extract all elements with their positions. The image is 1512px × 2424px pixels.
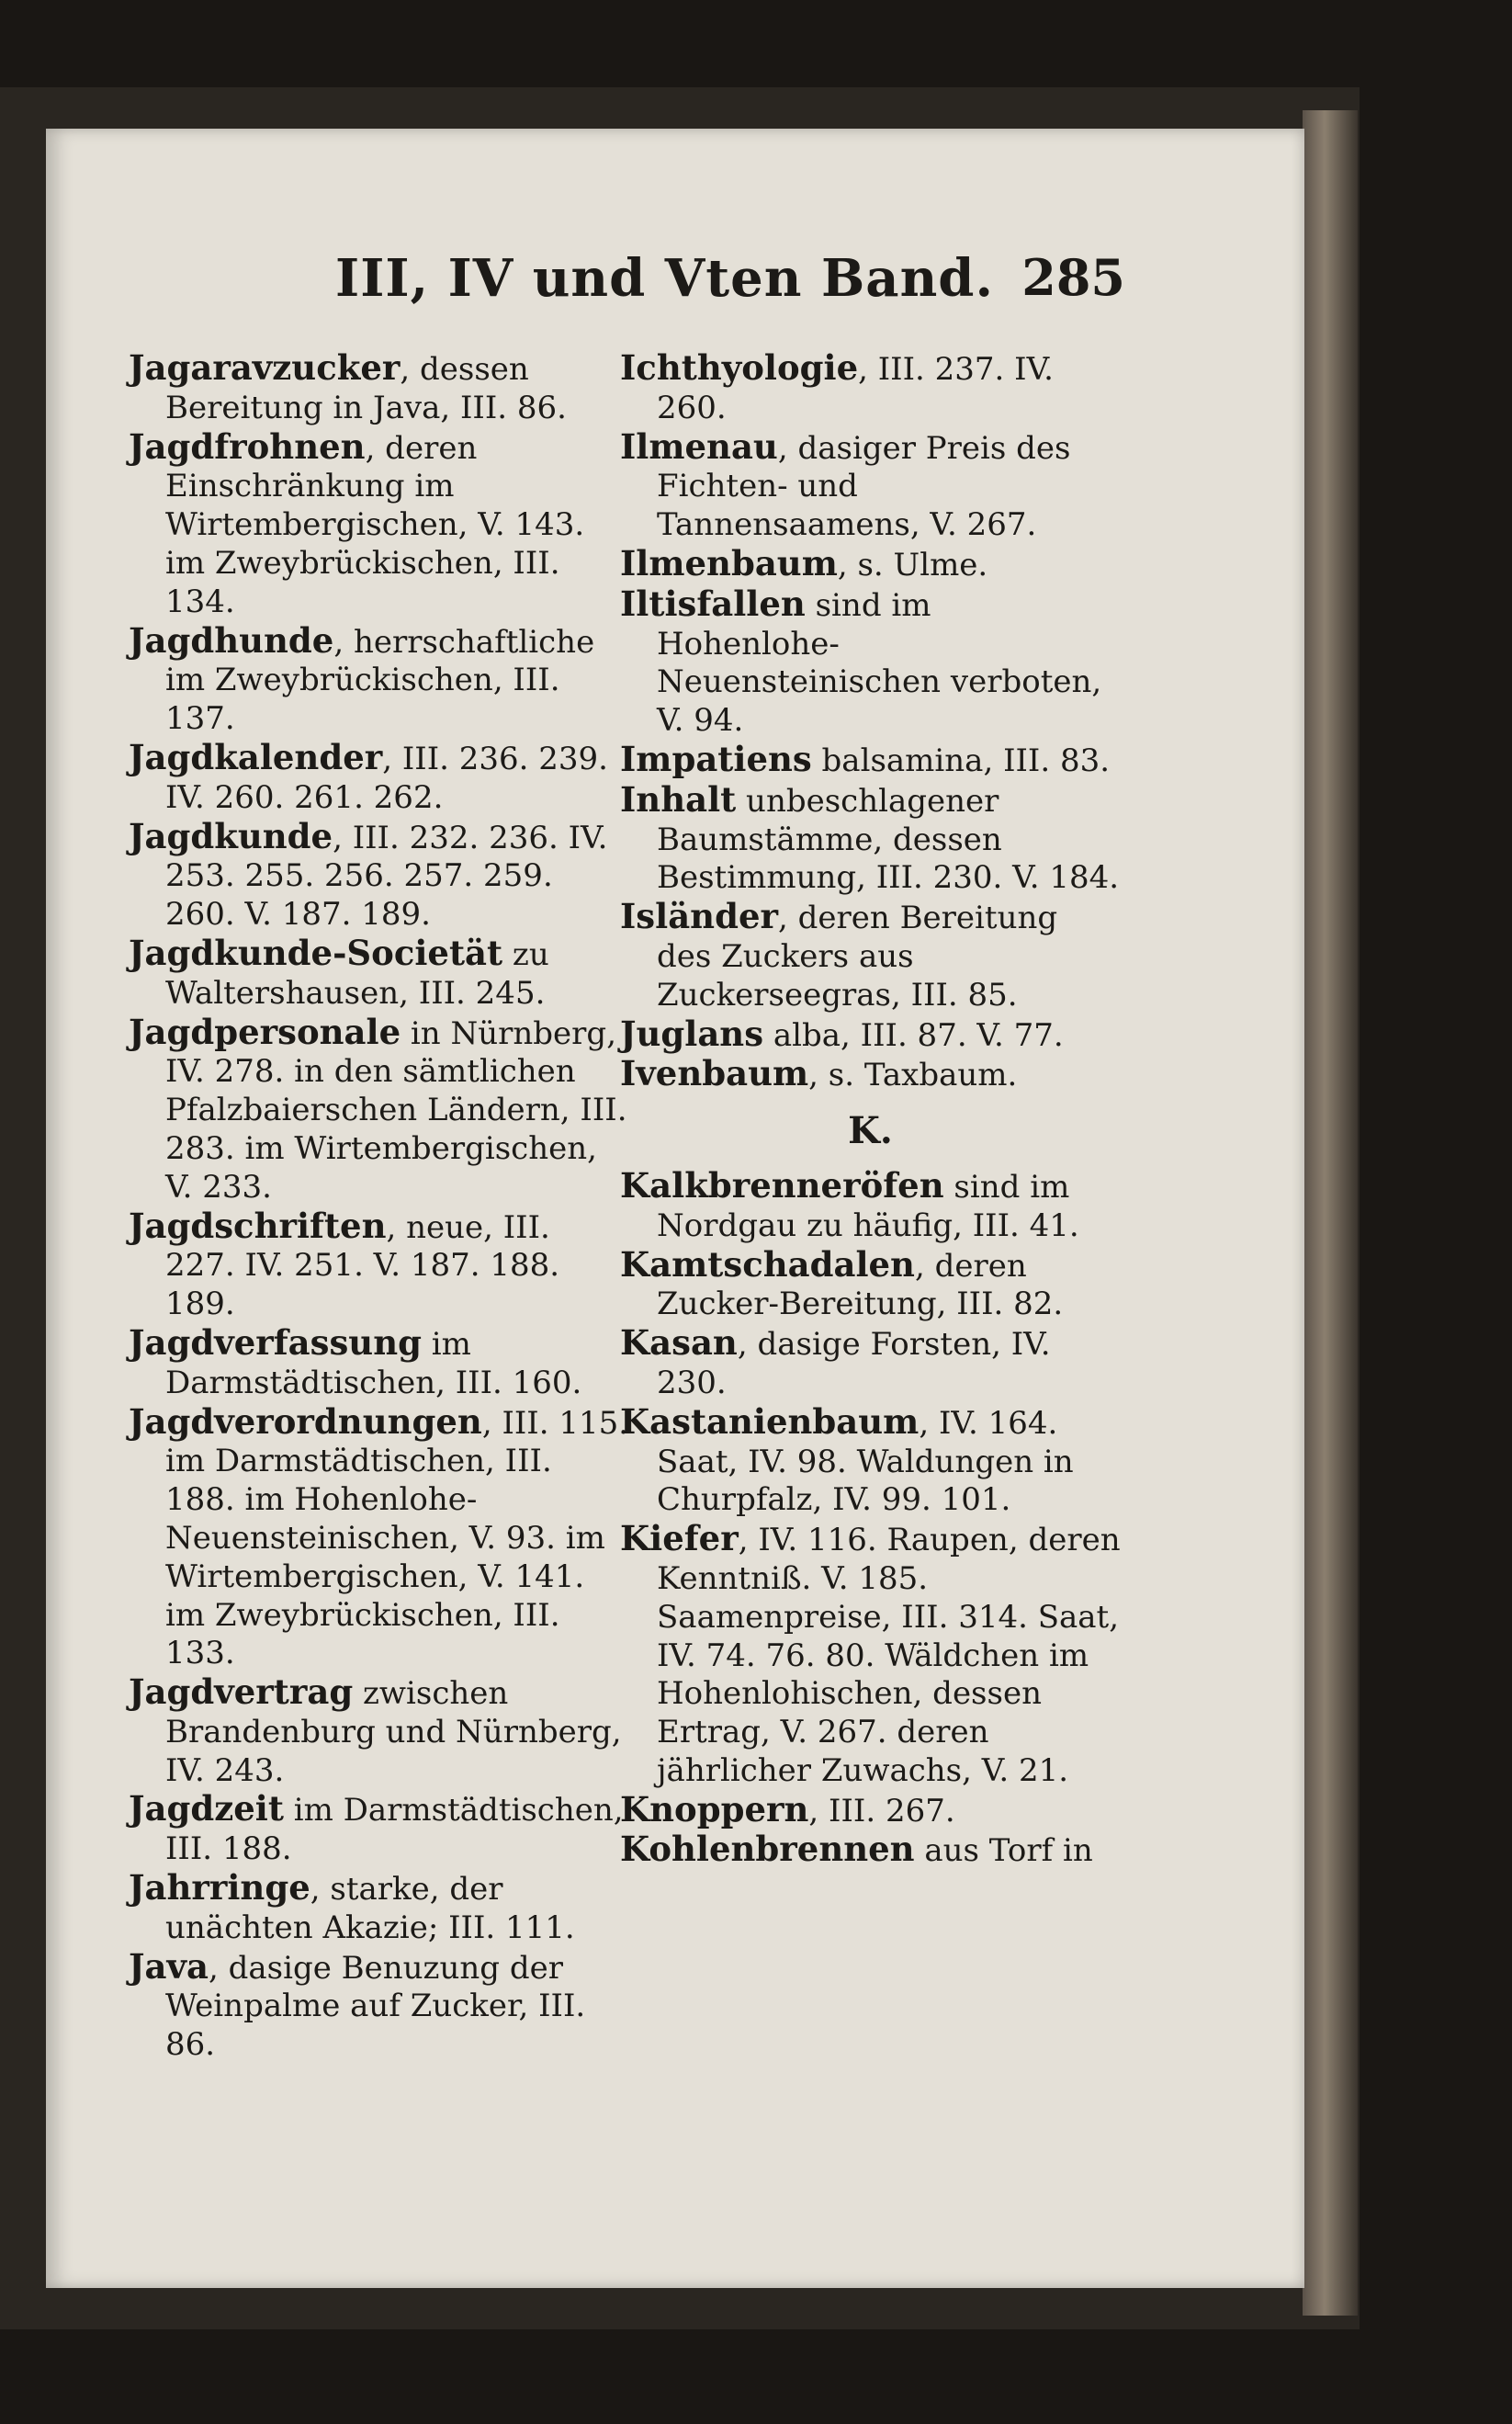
index-entry xyxy=(620,898,1121,1014)
index-entry xyxy=(129,619,629,739)
index-headword: Impatiens xyxy=(620,738,812,779)
index-headword: Jagaravzucker xyxy=(129,347,401,388)
index-references: , dasige Forsten, IV. 230. xyxy=(657,1326,1051,1401)
index-headword: Jagdpersonale xyxy=(129,1011,401,1052)
index-entry xyxy=(620,1015,1121,1056)
index-references: , III. 232. 236. IV. 253. 255. 256. 257. 259. 260. V. 187. 189. xyxy=(165,819,608,934)
index-references: im Darmstädtischen, III. 188. xyxy=(165,1792,624,1868)
index-references: , s. Ulme. xyxy=(837,546,988,583)
index-headword: Kalkbrenneröfen xyxy=(620,1164,944,1206)
index-references: , III. 237. IV. 260. xyxy=(657,351,1054,426)
index-headword: Jagdkalender xyxy=(129,736,383,777)
index-entry xyxy=(129,815,629,934)
index-references: , deren Zucker-Bereitung, III. 82. xyxy=(657,1247,1064,1323)
index-entry xyxy=(620,1055,1121,1095)
index-references: unbeschlagener Baumstämme, dessen Bestimmung, III. 230. V. 184. xyxy=(657,782,1120,897)
index-entry xyxy=(129,1011,629,1207)
index-headword: Kohlenbrennen xyxy=(620,1829,915,1870)
index-references: sind im Nordgau zu häufig, III. 41. xyxy=(657,1168,1079,1244)
index-entry xyxy=(129,1321,629,1403)
index-headword: Jagdkunde xyxy=(129,815,333,856)
index-headword: Ivenbaum xyxy=(620,1053,809,1094)
index-entry xyxy=(620,1830,1121,1871)
index-references: , IV. 116. Raupen, deren Kenntniß. V. 185. Saamenpreise, III. 314. Saat, IV. 74. 76. 80. Wäldchen im Hohenlohischen, dessen Ertrag, V. 267. deren jährlicher Zuwachs, V. 21. xyxy=(657,1522,1121,1789)
index-headword: Ichthyologie xyxy=(620,347,859,388)
index-headword: Java xyxy=(129,1945,209,1987)
index-entry xyxy=(620,542,1121,585)
index-entry xyxy=(620,425,1121,545)
index-headword: Isländer xyxy=(620,896,778,937)
index-entry xyxy=(620,1788,1121,1831)
index-entry xyxy=(620,349,1121,428)
index-references: , III. 236. 239. IV. 260. 261. 262. xyxy=(165,740,608,816)
index-entry xyxy=(620,1243,1121,1325)
index-entry xyxy=(129,349,629,428)
index-references: , dasiger Preis des Fichten- und Tannensaamens, V. 267. xyxy=(657,429,1071,544)
running-head: III, IV und Vten Band. xyxy=(335,248,994,309)
index-entry xyxy=(129,1869,629,1948)
index-entry xyxy=(620,738,1121,781)
index-entry xyxy=(620,1164,1121,1246)
index-entry xyxy=(129,1400,629,1674)
index-references: , III. 115. im Darmstädtischen, III. 188. im Hohenlohe-Neuensteinischen, V. 93. im Wirtembergischen, V. 141. im Zweybrückischen, III. 133. xyxy=(165,1404,629,1672)
index-references: zu Waltershausen, III. 245. xyxy=(165,935,549,1012)
index-references: , dasige Benuzung der Weinpalme auf Zucker, III. 86. xyxy=(165,1949,586,2064)
index-entry xyxy=(620,585,1121,741)
index-references: , deren Bereitung des Zuckers aus Zuckerseegras, III. 85. xyxy=(657,900,1058,1014)
index-entry xyxy=(129,1790,629,1869)
index-references: im Darmstädtischen, III. 160. xyxy=(165,1325,582,1401)
index-references: sind im Hohenlohe-Neuensteinischen verboten, V. 94. xyxy=(657,586,1102,740)
page-header xyxy=(335,248,1125,322)
index-headword: Knoppern xyxy=(620,1788,809,1829)
index-headword: Jagdfrohnen xyxy=(129,425,366,467)
index-entry xyxy=(129,934,629,1014)
index-references: , dessen Bereitung in Java, III. 86. xyxy=(165,351,567,426)
index-references: balsamina, III. 83. xyxy=(811,742,1111,779)
index-headword: Jagdverordnungen xyxy=(129,1400,482,1442)
index-headword: Kastanienbaum xyxy=(620,1400,920,1442)
index-references: , III. 267. xyxy=(808,1792,955,1829)
index-references: , IV. 164. Saat, IV. 98. Waldungen in Churpfalz, IV. 99. 101. xyxy=(657,1404,1074,1519)
index-entry xyxy=(620,1324,1121,1403)
index-headword: Juglans xyxy=(620,1013,764,1054)
index-references: , deren Einschränkung im Wirtembergischen, V. 143. im Zweybrückischen, III. 134. xyxy=(165,429,585,620)
index-entry xyxy=(129,1945,629,2065)
index-headword: Jagdkunde-Societät xyxy=(129,932,503,973)
index-entry xyxy=(620,778,1121,898)
index-headword: Iltisfallen xyxy=(620,583,806,624)
index-headword: Jagdschriften xyxy=(129,1205,387,1246)
index-headword: Ilmenbaum xyxy=(620,542,838,583)
index-headword: Jagdhunde xyxy=(129,619,334,661)
index-headword: Kiefer xyxy=(620,1518,739,1559)
section-letter: K. xyxy=(848,1109,893,1153)
index-headword: Ilmenau xyxy=(620,425,778,467)
index-references: , neue, III. 227. IV. 251. V. 187. 188. 189. xyxy=(165,1208,560,1323)
index-references: , s. Taxbaum. xyxy=(808,1057,1018,1094)
index-headword: Jagdverfassung xyxy=(129,1321,422,1363)
index-references: zwischen Brandenburg und Nürnberg, IV. 243. xyxy=(165,1675,622,1789)
index-references: alba, III. 87. V. 77. xyxy=(763,1016,1064,1054)
index-headword: Jahrringe xyxy=(129,1867,310,1909)
index-headword: Kamtschadalen xyxy=(620,1243,915,1285)
page-number: 285 xyxy=(1021,248,1125,307)
index-headword: Jagdzeit xyxy=(129,1788,284,1829)
index-entry xyxy=(620,1520,1121,1791)
index-headword: Kasan xyxy=(620,1322,738,1364)
index-references: aus Torf in xyxy=(914,1832,1093,1870)
index-references: , starke, der unächten Akazie; III. 111. xyxy=(165,1871,575,1946)
book-page xyxy=(46,129,1304,2288)
index-entry xyxy=(129,736,629,818)
index-column-left xyxy=(129,349,629,2065)
index-column-right xyxy=(620,349,1121,1871)
index-references: in Nürnberg, IV. 278. in den sämtlichen Pfalzbaierschen Ländern, III. 283. im Wirtembergischen, V. 233. xyxy=(165,1014,627,1206)
page-edges xyxy=(1303,110,1358,2316)
index-headword: Jagdvertrag xyxy=(129,1671,354,1713)
index-headword: Inhalt xyxy=(620,778,737,820)
index-references: , herrschaftliche im Zweybrückischen, III. 137. xyxy=(165,623,595,738)
index-entry xyxy=(129,1207,629,1324)
index-entry xyxy=(129,1673,629,1790)
index-entry xyxy=(129,425,629,622)
index-entry xyxy=(620,1400,1121,1520)
